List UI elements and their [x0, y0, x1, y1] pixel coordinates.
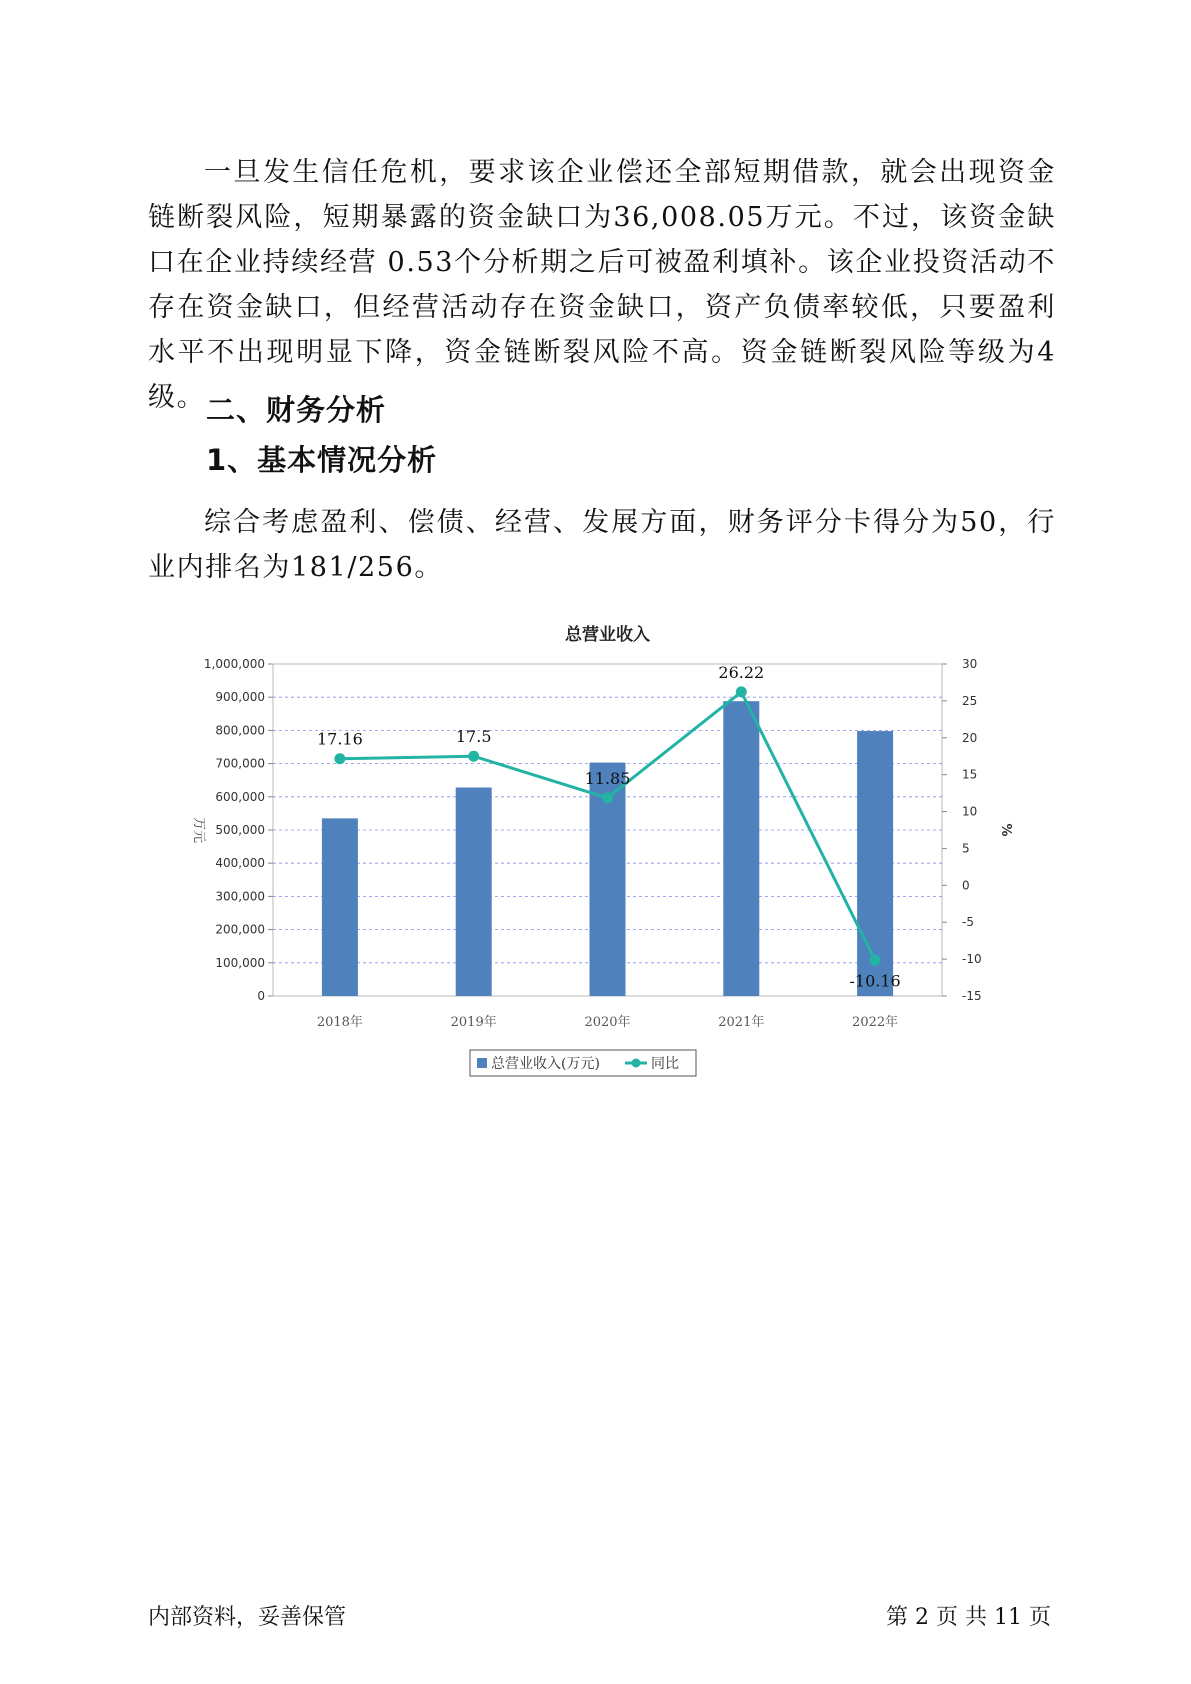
yoy-data-label: 17.5: [455, 727, 492, 747]
y-tick-label: 800,000: [215, 723, 265, 738]
y-tick-label: 500,000: [215, 823, 265, 837]
legend-label-line: 同比: [651, 1056, 679, 1072]
x-tick-label: 2018年: [316, 1015, 363, 1030]
x-tick-label: 2020年: [584, 1015, 631, 1030]
yoy-point: [602, 792, 613, 803]
y2-axis-title: %: [998, 823, 1013, 837]
y-tick-label: 1,000,000: [203, 657, 265, 671]
x-tick-label: 2022年: [852, 1015, 899, 1030]
x-tick-label: 2019年: [450, 1015, 497, 1030]
legend-swatch-marker: [632, 1059, 641, 1068]
y-axis-title: 万元: [191, 816, 206, 844]
x-tick-label: 2021年: [718, 1015, 765, 1030]
y-tick-label: 600,000: [215, 789, 265, 804]
section-heading: 二、财务分析: [206, 393, 387, 427]
y2-tick-label: 15: [962, 767, 978, 782]
y2-tick-label: -10: [962, 952, 982, 967]
revenue-chart: [180, 612, 1013, 1092]
yoy-point: [468, 751, 479, 762]
y2-tick-label: 0: [962, 878, 970, 893]
yoy-data-label: 26.22: [718, 662, 765, 682]
y2-tick-label: 5: [962, 841, 970, 856]
y-tick-label: 700,000: [215, 756, 265, 771]
y-tick-label: 100,000: [215, 955, 265, 970]
y-tick-label: 300,000: [215, 889, 265, 904]
chart-title: 总营业收入: [565, 625, 650, 645]
paragraph-funding-risk: 一旦发生信任危机，要求该企业偿还全部短期借款，就会出现资金链断裂风险，短期暴露的资金缺口为36,008.05万元。不过，该资金缺口在企业持续经营 0.53个分析期之后可被盈利填补。该企业投资活动不存在资金缺口，但经营活动存在资金缺口，资产负债率较低，只要盈利水平不出现明显下降，资金链断裂风险不高。资金链断裂风险等级为4级。: [148, 157, 1056, 413]
yoy-data-label: 11.85: [584, 768, 631, 788]
y-tick-label: 400,000: [215, 856, 265, 871]
y2-tick-label: -5: [962, 915, 974, 930]
y-tick-label: 200,000: [215, 922, 265, 937]
y2-tick-label: 25: [962, 693, 978, 708]
revenue-bar: [322, 818, 358, 996]
y2-tick-label: -15: [962, 989, 982, 1003]
revenue-bar: [723, 701, 759, 996]
y2-tick-label: 20: [962, 730, 978, 745]
y-tick-label: 900,000: [215, 690, 265, 705]
yoy-point: [870, 955, 881, 966]
y-tick-label: 0: [257, 989, 265, 1003]
legend-swatch-bar: [477, 1058, 487, 1068]
y2-tick-label: 30: [962, 657, 978, 671]
revenue-bar: [456, 788, 492, 996]
subsection-heading: 1、基本情况分析: [206, 443, 438, 477]
page-number: 第 2 页 共 11 页: [886, 1605, 1051, 1630]
yoy-point: [334, 753, 345, 764]
yoy-data-label: 17.16: [316, 729, 363, 749]
paragraph-score: 综合考虑盈利、偿债、经营、发展方面，财务评分卡得分为50，行业内排名为181/256。: [148, 507, 1056, 583]
footer-confidential: 内部资料，妥善保管: [148, 1605, 347, 1630]
y2-tick-label: 10: [962, 804, 978, 819]
yoy-point: [736, 686, 747, 697]
legend-label-bar: 总营业收入(万元): [491, 1056, 600, 1072]
yoy-data-label: -10.16: [849, 971, 901, 991]
